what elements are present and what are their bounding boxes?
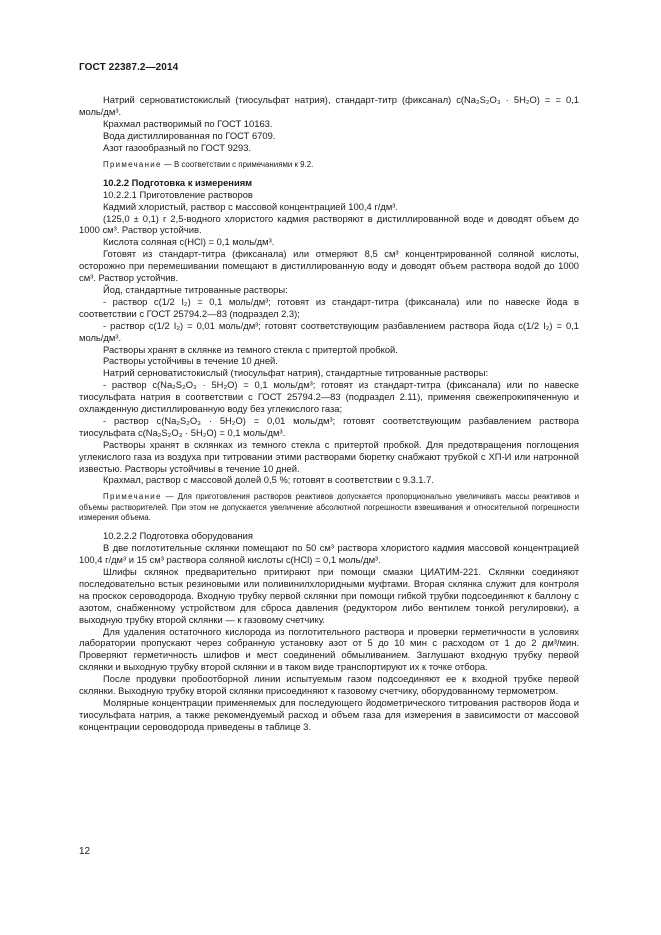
paragraph: Натрий серноватистокислый (тиосульфат натрия), стандарт-титр (фиксанал) c(Na₂S₂O₃ · 5H₂O) = = 0,1 моль/дм³. (79, 94, 579, 117)
paragraph: Кислота соляная c(HCl) = 0,1 моль/дм³. (103, 236, 275, 248)
paragraph: Молярные концентрации применяемых для последующего йодометрического титрования растворов йода и тиосульфата натрия, а также рекомендуемый расход и объем газа для измерения в зависимости от массовой концентрации сероводорода приведены в таблице 3. (79, 696, 579, 732)
note-label: Примечание (103, 159, 162, 169)
paragraph: Растворы хранят в склянках из темного стекла с притертой пробкой. Для предотвращения поглощения углекислого газа из воздуха при титровании этими растворами бюретку снабжают трубкой с ХП-И или натронной известью. Растворы устойчивы в течение 10 дней. (79, 438, 579, 474)
paragraph: Шлифы склянок предварительно притирают при помощи смазки ЦИАТИМ-221. Склянки соединяют последовательно встык резиновыми или поливинилхлоридными муфтами. Вторая склянка служит для контроля на проскок сероводорода. Входную трубку первой склянки при помощи гибкой трубки подсоединяют к баллону с азотом, снабженному устройством для сброса давления (редуктором либо вентилем тонкой регулировки), а выходную трубку второй склянки — к газовому счетчику. (79, 566, 579, 625)
subsection-heading: 10.2.2.1 Приготовление растворов (103, 188, 253, 200)
page-number: 12 (79, 846, 91, 857)
note-label: Примечание (103, 492, 162, 502)
note-text: — Для приготовления растворов реактивов допускается пропорционально увеличивать массы реактивов и объемы растворителей. При этом не допускается увеличение абсолютной погрешности взвешивания и относительной погрешности измерения объема. (79, 492, 579, 522)
paragraph: Растворы устойчивы в течение 10 дней. (103, 355, 278, 367)
list-item: - раствор c(1/2 I₂) = 0,1 моль/дм³; готовят из стандарт-титра (фиксанала) или по навеске йода в соответствии с ГОСТ 25794.2—83 (подраздел 2.3); (79, 295, 579, 319)
paragraph: Растворы хранят в склянке из темного стекла с притертой пробкой. (103, 343, 398, 355)
paragraph: Для удаления остаточного кислорода из поглотительного раствора и проверки герметичности в условиях лаборатории пропускают через собранную установку азот от 5 до 10 мин с расходом от 1 до 2 дм³/мин. Проверяют герметичность шлифов и мест соединений обмыливанием. Заглушают входную трубку первой склянки и выходную трубку второй склянки и в таком виде транспортируют их к точке отбора. (79, 625, 579, 673)
document-body (79, 94, 579, 733)
section-heading: 10.2.2 Подготовка к измерениям (103, 176, 253, 188)
subsection-heading: 10.2.2.2 Подготовка оборудования (103, 530, 253, 542)
paragraph: Кадмий хлористый, раствор с массовой концентрацией 100,4 г/дм³. (103, 200, 399, 212)
note (79, 160, 579, 170)
list-item: - раствор c(1/2 I₂) = 0,01 моль/дм³; готовят соответствующим разбавлением раствора йода c(1/2 I₂) = 0,1 моль/дм³. (79, 319, 579, 343)
paragraph: Крахмал растворимый по ГОСТ 10163. (103, 117, 273, 129)
document-header: ГОСТ 22387.2—2014 (79, 62, 179, 73)
paragraph: Готовят из стандарт-титра (фиксанала) или отмеряют 8,5 см³ концентрированной соляной кислоты, осторожно при перемешивании помещают в дистиллированную воду и доводят объем раствора водой до 1000 см³. Раствор устойчив. (79, 248, 579, 284)
list-item: - раствор c(Na₂S₂O₃ · 5H₂O) = 0,01 моль/дм³; готовят соответствующим разбавлением раствора тиосульфата c(Na₂S₂O₃ · 5H₂O) = 0,1 моль/дм³. (79, 414, 579, 438)
paragraph: Вода дистиллированная по ГОСТ 6709. (103, 129, 276, 141)
paragraph: Йод, стандартные титрованные растворы: (103, 283, 288, 295)
note-text: — В соответствии с примечаниями к 9.2. (161, 159, 314, 169)
paragraph: (125,0 ± 0,1) г 2,5-водного хлористого кадмия растворяют в дистиллированной воде и доводят объем до 1000 см³. Раствор устойчив. (79, 212, 579, 236)
paragraph: В две поглотительные склянки помещают по 50 см³ раствора хлористого кадмия массовой концентрацией 100,4 г/дм³ и 15 см³ раствора соляной кислоты c(HCl) = 0,1 моль/дм³. (79, 542, 579, 566)
note (79, 492, 579, 523)
list-item: - раствор c(Na₂S₂O₃ · 5H₂O) = 0,1 моль/дм³; готовят из стандарт-титра (фиксанала) или по навеске тиосульфата натрия в соответствии с ГОСТ 25794.2—83 (подраздел 2.11), применяя свежепрокипяченную и охлажденную дистиллированную воду без углекислого газа; (79, 379, 579, 415)
paragraph: Натрий серноватистокислый (тиосульфат натрия), стандартные титрованные растворы: (103, 367, 489, 379)
paragraph: Крахмал, раствор с массовой долей 0,5 %; готовят в соответствии с 9.3.1.7. (103, 474, 434, 486)
paragraph: Азот газообразный по ГОСТ 9293. (103, 141, 252, 153)
paragraph: После продувки пробоотборной линии испытуемым газом подсоединяют ее к входной трубке первой склянки. Выходную трубку второй склянки присоединяют к газовому счетчику, оборудованному термометром. (79, 673, 579, 697)
